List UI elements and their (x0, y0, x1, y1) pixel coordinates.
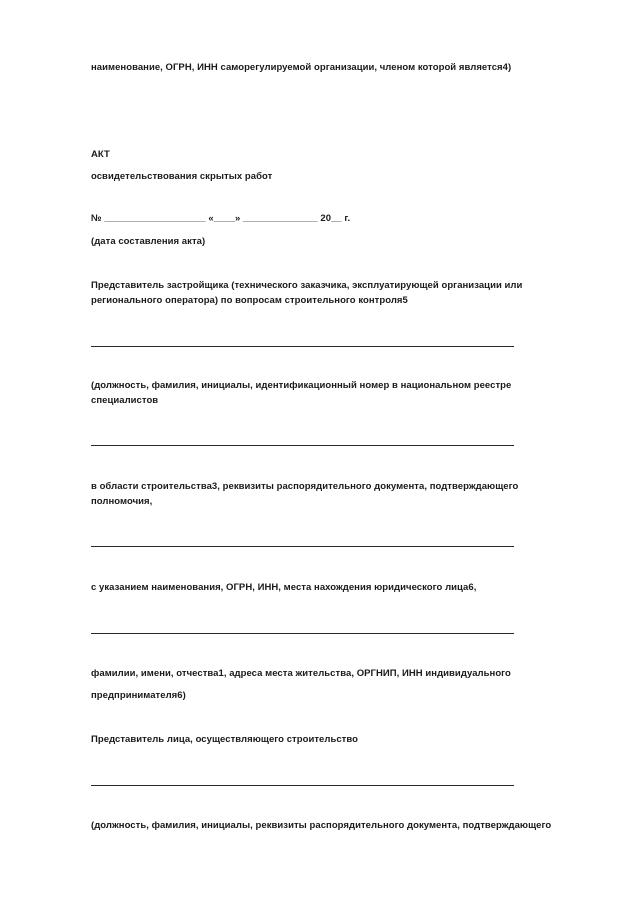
act-title: АКТ (91, 149, 110, 160)
individual-caption-line-1: фамилии, имени, отчества1, адреса места жительства, ОРГНИП, ИНН индивидуального (91, 668, 511, 679)
fill-line (91, 633, 514, 634)
builder-rep-caption: Представитель лица, осуществляющего строительство (91, 734, 358, 745)
fill-line (91, 546, 514, 547)
builder-position-caption: (должность, фамилия, инициалы, реквизиты распорядительного документа, подтверждающего (91, 820, 552, 831)
legal-entity-caption: с указанием наименования, ОГРН, ИНН, места нахождения юридического лица6, (91, 582, 477, 593)
developer-rep-line-2: регионального оператора) по вопросам строительного контроля5 (91, 295, 408, 306)
field-caption-line-2: полномочия, (91, 496, 153, 507)
position-caption-line-2: специалистов (91, 395, 159, 406)
field-caption-line-1: в области строительства3, реквизиты распорядительного документа, подтверждающего (91, 481, 519, 492)
date-caption: (дата составления акта) (91, 236, 206, 247)
fill-line (91, 346, 514, 347)
fill-line (91, 785, 514, 786)
act-number-line: № ___________________ «____» ______________ 20__ г. (91, 213, 351, 224)
developer-rep-line-1: Представитель застройщика (технического заказчика, эксплуатирующей организации или (91, 280, 523, 291)
act-subtitle: освидетельствования скрытых работ (91, 171, 273, 182)
individual-caption-line-2: предпринимателя6) (91, 690, 186, 701)
fill-line (91, 445, 514, 446)
sro-caption: наименование, ОГРН, ИНН саморегулируемой организации, членом которой является4) (91, 62, 512, 73)
position-caption-line-1: (должность, фамилия, инициалы, идентификационный номер в национальном реестре (91, 380, 512, 391)
